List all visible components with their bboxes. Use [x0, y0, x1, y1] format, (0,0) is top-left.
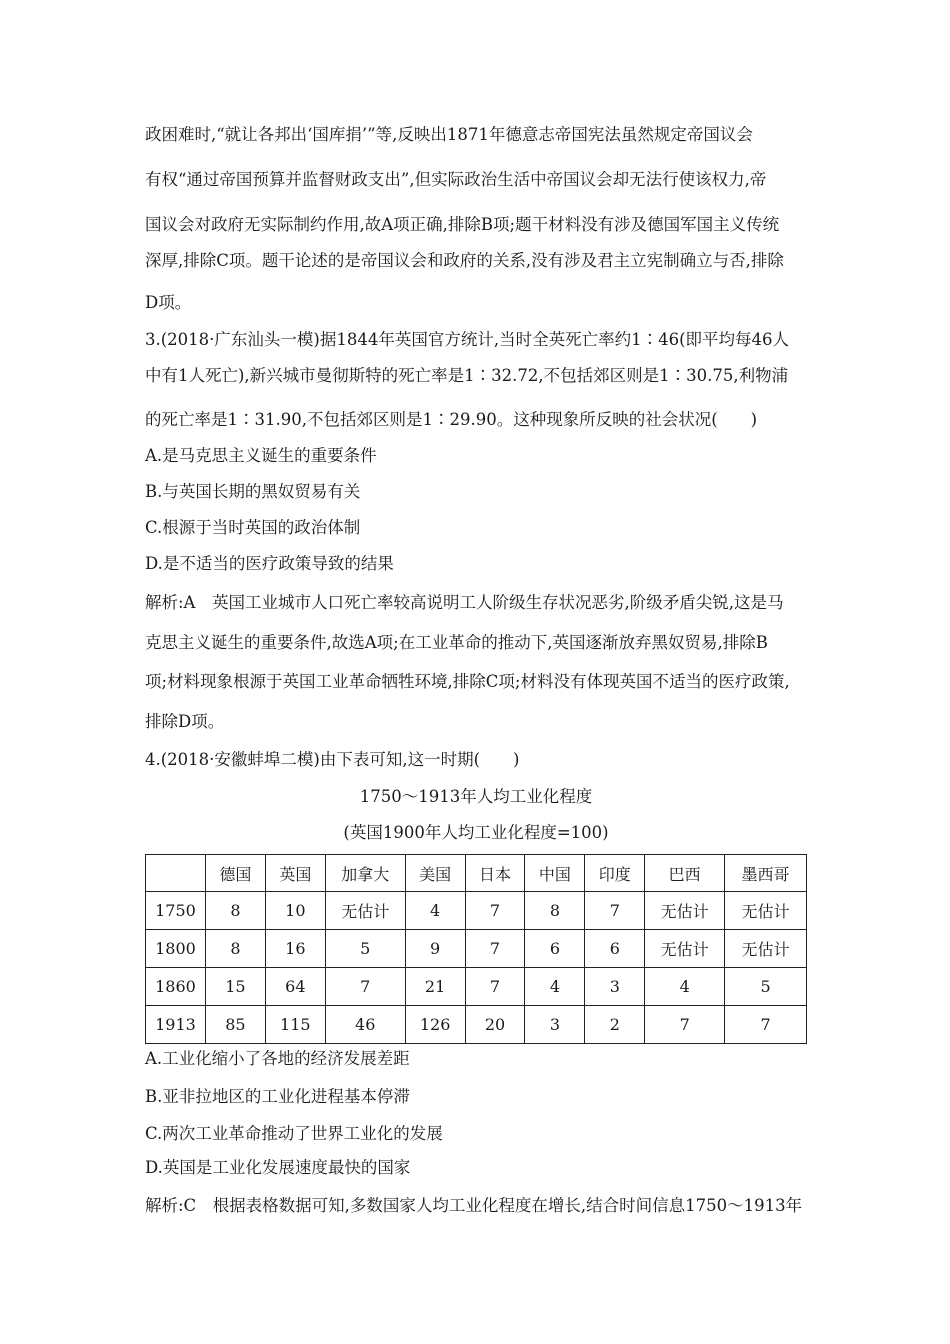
table-row	[146, 892, 807, 930]
table-subtitle: (英国1900年人均工业化程度=100)	[343, 823, 609, 842]
question-3-analysis: 解析:A 英国工业城市人口死亡率较高说明工人阶级生存状况恶劣,阶级矛盾尖锐,这是马	[145, 593, 784, 612]
table-row	[146, 930, 807, 968]
table-title: 1750～1913年人均工业化程度	[359, 787, 593, 806]
table-cell: 8	[205, 930, 265, 968]
table-cell: 无估计	[725, 892, 807, 930]
table-cell: 5	[325, 930, 405, 968]
table-cell: 85	[205, 1006, 265, 1044]
question-3-stem: 的死亡率是1∶31.90,不包括郊区则是1∶29.90。这种现象所反映的社会状况( )	[145, 410, 758, 429]
table-cell: 无估计	[645, 892, 725, 930]
table-cell: 7	[325, 968, 405, 1006]
table-cell: 16	[265, 930, 325, 968]
table-year-cell: 1913	[146, 1006, 206, 1044]
table-header-cell: 德国	[205, 855, 265, 892]
question-4-option-b: B.亚非拉地区的工业化进程基本停滞	[145, 1087, 410, 1106]
table-cell: 115	[265, 1006, 325, 1044]
paragraph-line: 政困难时,“就让各邦出‘国库捐’”等,反映出1871年德意志帝国宪法虽然规定帝国议会	[145, 125, 753, 144]
paragraph-line: 深厚,排除C项。题干论述的是帝国议会和政府的关系,没有涉及君主立宪制确立与否,排除	[145, 251, 784, 270]
question-4-option-a: A.工业化缩小了各地的经济发展差距	[145, 1049, 410, 1068]
table-cell: 10	[265, 892, 325, 930]
question-3-analysis: 克思主义诞生的重要条件,故选A项;在工业革命的推动下,英国逐渐放弃黑奴贸易,排除B	[145, 633, 768, 652]
table-cell: 无估计	[725, 930, 807, 968]
table-header-cell: 加拿大	[325, 855, 405, 892]
question-3-analysis: 排除D项。	[145, 712, 225, 731]
question-3-option-a: A.是马克思主义诞生的重要条件	[145, 446, 377, 465]
paragraph-line: 有权“通过帝国预算并监督财政支出”,但实际政治生活中帝国议会却无法行使该权力,帝	[145, 170, 767, 189]
table-cell: 8	[205, 892, 265, 930]
table-cell: 15	[205, 968, 265, 1006]
table-header-cell: 墨西哥	[725, 855, 807, 892]
question-3-option-c: C.根源于当时英国的政治体制	[145, 518, 361, 537]
question-4-option-d: D.英国是工业化发展速度最快的国家	[145, 1158, 411, 1177]
question-3-option-d: D.是不适当的医疗政策导致的结果	[145, 554, 394, 573]
table-year-cell: 1750	[146, 892, 206, 930]
table-cell: 7	[465, 930, 525, 968]
question-4-option-c: C.两次工业革命推动了世界工业化的发展	[145, 1124, 443, 1143]
table-cell: 3	[525, 1006, 585, 1044]
table-header-cell: 日本	[465, 855, 525, 892]
table-cell: 无估计	[325, 892, 405, 930]
table-header-cell: 中国	[525, 855, 585, 892]
table-cell: 8	[525, 892, 585, 930]
question-3-option-b: B.与英国长期的黑奴贸易有关	[145, 482, 361, 501]
table-cell: 2	[585, 1006, 645, 1044]
question-4-analysis: 解析:C 根据表格数据可知,多数国家人均工业化程度在增长,结合时间信息1750～1913年	[145, 1196, 803, 1215]
table-cell: 4	[525, 968, 585, 1006]
table-header-cell	[146, 855, 206, 892]
table-header-cell: 英国	[265, 855, 325, 892]
table-row	[146, 968, 807, 1006]
table-cell: 4	[405, 892, 465, 930]
industrialization-table	[145, 854, 807, 1044]
table-cell: 6	[525, 930, 585, 968]
question-3-stem: 3.(2018·广东汕头一模)据1844年英国官方统计,当时全英死亡率约1∶46(即平均每46人	[145, 330, 790, 349]
table-header-row	[146, 855, 807, 892]
table-cell: 126	[405, 1006, 465, 1044]
table-cell: 9	[405, 930, 465, 968]
table-cell: 7	[645, 1006, 725, 1044]
paragraph-line: D项。	[145, 293, 192, 312]
table-cell: 7	[725, 1006, 807, 1044]
table-row	[146, 1006, 807, 1044]
table-cell: 7	[465, 968, 525, 1006]
table-cell: 4	[645, 968, 725, 1006]
table-header-cell: 美国	[405, 855, 465, 892]
table-cell: 7	[465, 892, 525, 930]
table-year-cell: 1800	[146, 930, 206, 968]
table-header-cell: 印度	[585, 855, 645, 892]
table-cell: 20	[465, 1006, 525, 1044]
table-cell: 3	[585, 968, 645, 1006]
table-cell: 64	[265, 968, 325, 1006]
table-cell: 7	[585, 892, 645, 930]
question-4-stem: 4.(2018·安徽蚌埠二模)由下表可知,这一时期( )	[145, 750, 520, 769]
table-cell: 21	[405, 968, 465, 1006]
table-cell: 6	[585, 930, 645, 968]
question-3-analysis: 项;材料现象根源于英国工业革命牺牲环境,排除C项;材料没有体现英国不适当的医疗政策,	[145, 672, 790, 691]
table-cell: 5	[725, 968, 807, 1006]
paragraph-line: 国议会对政府无实际制约作用,故A项正确,排除B项;题干材料没有涉及德国军国主义传统	[145, 215, 780, 234]
table-cell: 46	[325, 1006, 405, 1044]
table-cell: 无估计	[645, 930, 725, 968]
question-3-stem: 中有1人死亡),新兴城市曼彻斯特的死亡率是1∶32.72,不包括郊区则是1∶30.75,利物浦	[145, 366, 789, 385]
table-year-cell: 1860	[146, 968, 206, 1006]
table-header-cell: 巴西	[645, 855, 725, 892]
